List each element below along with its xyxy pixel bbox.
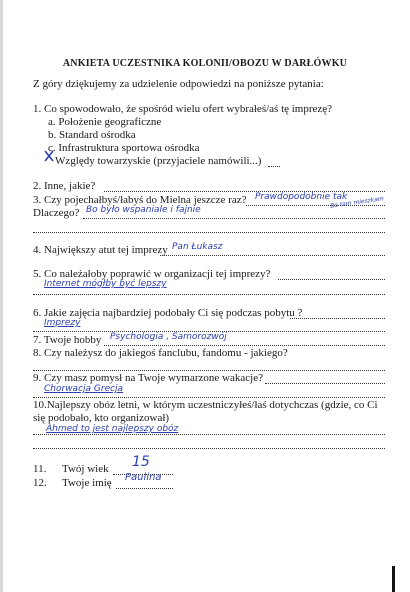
q10-question-line-1: 10.Najlepszy obóz letni, w którym uczestniczyłeś/łaś dotychczas (gdzie, co Ci bbox=[33, 399, 378, 411]
q5-answer-line-1 bbox=[278, 279, 385, 280]
q12-answer-line bbox=[116, 488, 173, 489]
q3-question: 3. Czy pojechałbyś/łabyś do Mielna jeszcze raz? bbox=[33, 194, 247, 206]
q6-answer-line-1 bbox=[290, 318, 385, 319]
q1-question: 1. Co spowodowało, że spośród wielu ofert wybrałeś/aś tę imprezę? bbox=[33, 103, 333, 115]
q3-why-answer: Bo było wspaniale i fajnie bbox=[86, 205, 201, 215]
q7-answer: Psychologia , Samorozwój bbox=[110, 332, 227, 342]
q3-answer-line bbox=[246, 205, 385, 206]
q11-answer: 15 bbox=[132, 454, 150, 470]
q2-question: 2. Inne, jakie? bbox=[33, 180, 96, 192]
q9-answer-line-2 bbox=[33, 397, 385, 398]
scan-edge bbox=[0, 0, 3, 592]
survey-title: ANKIETA UCZESTNIKA KOLONII/OBOZU W DARŁÓWKU bbox=[62, 58, 348, 69]
q10-question-line-2: się podobało, kto organizował) bbox=[33, 412, 170, 424]
q1-option-b: b. Standard ośrodka bbox=[48, 129, 136, 141]
q8-question: 8. Czy należysz do jakiegoś fanclubu, fandomu - jakiego? bbox=[33, 347, 288, 359]
scan-margin-mark bbox=[392, 566, 395, 592]
q11-number: 11. bbox=[33, 463, 47, 475]
q9-answer-line-1 bbox=[265, 383, 385, 384]
q7-question: 7. Twoje hobby bbox=[33, 334, 102, 346]
q1-option-a: a. Położenie geograficzne bbox=[48, 116, 162, 128]
q1-option-d-dots bbox=[268, 166, 280, 167]
q4-question: 4. Największy atut tej imprezy bbox=[33, 244, 168, 256]
q10-answer-line-1 bbox=[33, 434, 385, 435]
q5-answer-line-2 bbox=[33, 294, 385, 295]
intro-text: Z góry dziękujemy za udzielenie odpowiedzi na poniższe pytania: bbox=[33, 78, 324, 90]
q5-question: 5. Co należałoby poprawić w organizacji tej imprezy? bbox=[33, 268, 271, 280]
q10-answer: Ahmed to jest najlepszy obóz bbox=[46, 424, 179, 434]
q12-answer: Paulina bbox=[125, 472, 162, 483]
q6-question: 6. Jakie zajęcia najbardziej podobały Ci się podczas pobytu ? bbox=[33, 307, 303, 319]
q12-label: Twoje imię bbox=[62, 477, 112, 489]
q10-answer-line-2 bbox=[33, 448, 385, 449]
q4-answer: Pan Łukasz bbox=[172, 242, 223, 252]
q9-answer: Chorwacja Grecja bbox=[44, 384, 124, 394]
q6-answer: Imprezy bbox=[44, 318, 81, 328]
q7-answer-line bbox=[104, 345, 385, 346]
q3-extra-line bbox=[33, 232, 385, 233]
q4-answer-line bbox=[160, 255, 385, 256]
q12-number: 12. bbox=[33, 477, 47, 489]
q3-why-label: Dlaczego? bbox=[33, 207, 80, 219]
q3-why-extra: Bo tam mieszkam bbox=[329, 195, 385, 210]
q1-option-d: Względy towarzyskie (przyjaciele namówili...) bbox=[55, 155, 262, 167]
checkmark-icon bbox=[44, 149, 54, 161]
q3-why-line bbox=[83, 218, 385, 219]
q3-answer: Prawdopodobnie tak bbox=[255, 192, 348, 202]
q11-label: Twój wiek bbox=[62, 463, 109, 475]
q8-answer-line bbox=[33, 370, 385, 371]
q1-option-c: c. Infrastruktura sportowa ośrodka bbox=[48, 142, 200, 154]
q9-question: 9. Czy masz pomysł na Twoje wymarzone wakacje? bbox=[33, 372, 263, 384]
q5-answer: Internet mógłby być lepszy bbox=[44, 279, 167, 289]
